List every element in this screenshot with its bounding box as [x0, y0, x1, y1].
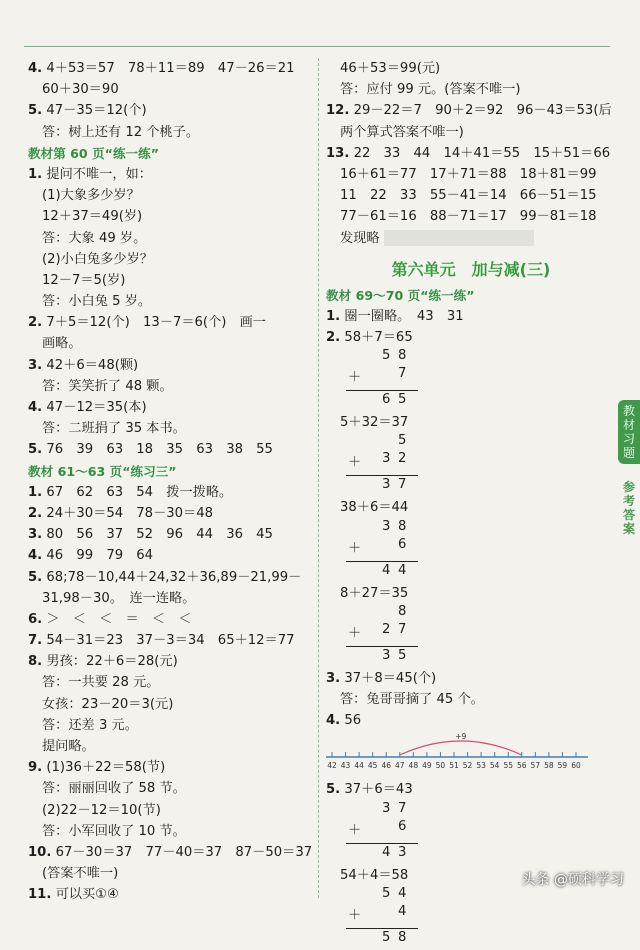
answer-line: 提问略。 — [42, 739, 95, 754]
answer-text: 7＋5＝12(个) 13－7＝6(个) 画一 — [46, 315, 266, 331]
digit: 3 — [382, 518, 391, 534]
digit: 8 — [398, 929, 407, 945]
answer-text: 22 33 44 14＋41＝55 15＋51＝66 — [353, 145, 611, 161]
answer-line — [28, 524, 314, 545]
answer-text: ＞ ＜ ＜ ＝ ＜ ＜ — [46, 611, 192, 627]
tab-char: 答 — [622, 508, 635, 522]
digit: 4 — [382, 844, 391, 860]
answer-text: 56 — [344, 713, 362, 729]
unit-title: 第六单元 加与减(三) — [391, 259, 551, 279]
plus-sign: ＋ — [348, 455, 362, 471]
answer-text: 67 62 63 54 拨一拨略。 — [46, 484, 233, 500]
item-number: 6. — [28, 611, 43, 627]
digit: 4 — [398, 903, 407, 919]
sum-bar — [346, 475, 418, 476]
digit: 2 — [398, 451, 407, 467]
digit: 4 — [382, 562, 391, 578]
tick-label: 48 — [408, 761, 419, 771]
tick-label: 56 — [517, 761, 527, 771]
plus-sign: ＋ — [348, 822, 362, 838]
vertical-calc — [346, 519, 426, 583]
answer-line: 答：兔哥哥摘了 45 个。 — [340, 692, 484, 707]
answer-line: 77－61＝16 88－71＝17 99－81＝18 — [340, 209, 597, 225]
tick-label: 51 — [449, 761, 459, 771]
tick-label: 59 — [557, 761, 568, 771]
answer-line — [28, 355, 314, 376]
item-number: 2. — [28, 315, 43, 331]
answer-line: 答：还差 3 元。 — [42, 717, 138, 733]
vertical-calc — [346, 348, 426, 412]
answer-text: 37＋8＝45(个) — [344, 670, 437, 686]
answer-line — [28, 630, 314, 651]
answer-line: 16＋61＝77 17＋71＝88 18＋81＝99 — [340, 166, 597, 182]
digit: 6 — [382, 392, 391, 408]
item-number: 3. — [28, 357, 43, 373]
answer-text: 4＋53＝57 78＋11＝89 47－26＝21 — [46, 61, 295, 76]
sum-bar — [346, 843, 418, 844]
answer-line: 54＋4＝58 — [340, 867, 409, 883]
vertical-calc — [346, 604, 426, 668]
digit: 8 — [398, 518, 407, 534]
column-divider — [318, 58, 319, 898]
answer-line — [28, 609, 314, 630]
tick-label: 46 — [381, 761, 391, 771]
answer-line — [28, 439, 314, 460]
redacted-box — [384, 230, 534, 246]
digit: 5 — [382, 929, 391, 945]
tick-label: 58 — [544, 761, 554, 771]
top-rule — [24, 46, 610, 47]
answer-text: 76 39 63 18 35 63 38 55 — [46, 442, 273, 458]
answer-line: 11 22 33 55－41＝14 66－51＝15 — [340, 188, 597, 204]
item-number: 1. — [28, 166, 43, 182]
jump-label: +9 — [455, 732, 467, 742]
answer-line: 4. 56 — [326, 713, 362, 729]
answer-line — [28, 757, 314, 778]
answer-line: (2)22－12＝10(节) — [42, 802, 161, 818]
answer-line: 答：笑笑折了 48 颗。 — [42, 378, 173, 394]
tick-label: 55 — [503, 761, 513, 771]
answer-text: 46 99 79 64 — [46, 548, 154, 564]
tick-label: 53 — [476, 761, 486, 771]
item-number: 9. — [28, 760, 43, 776]
answer-line — [28, 503, 314, 524]
answer-line: 12. 29－22＝7 90＋2＝92 96－43＝53(后 — [326, 103, 612, 119]
answer-text: 58＋7＝65 — [344, 330, 413, 346]
digit: 3 — [382, 451, 391, 467]
tick-label: 42 — [327, 761, 337, 771]
answer-line: 12－7＝5(岁) — [42, 272, 126, 288]
section-heading: 教材 61～63 页“练习三” — [28, 463, 177, 479]
tab-char: 案 — [622, 522, 635, 536]
answer-line: 31,98－30。 连一连略。 — [42, 590, 196, 606]
tab-char: 教 — [622, 404, 635, 418]
item-number: 1. — [28, 484, 43, 500]
digit: 5 — [398, 392, 407, 408]
tab-char: 题 — [622, 446, 635, 460]
left-column — [28, 58, 314, 906]
item-number: 11. — [28, 887, 52, 903]
answer-line — [28, 842, 314, 863]
answer-line: 答：二班捐了 35 本书。 — [42, 421, 186, 437]
item-number: 5. — [28, 442, 43, 458]
tick-label: 49 — [422, 761, 432, 771]
digit: 3 — [398, 844, 407, 860]
answer-line: 答：树上还有 12 个桃子。 — [42, 124, 200, 140]
answer-line: (1)大象多少岁？ — [42, 188, 140, 204]
side-tab-answers[interactable] — [618, 476, 640, 540]
digit: 3 — [382, 477, 391, 493]
answer-line — [28, 482, 314, 503]
answer-line: 12＋37＝49(岁) — [42, 209, 143, 225]
tick-label: 52 — [462, 761, 473, 771]
answer-line: 答：小军回收了 10 节。 — [42, 823, 186, 839]
answer-text: 圈一圈略。 43 31 — [344, 308, 464, 324]
digit: 7 — [398, 800, 407, 816]
answer-text: 67－30＝37 77－40＝37 87－50＝37 — [55, 844, 313, 860]
digit: 6 — [398, 536, 407, 552]
answer-text: 男孩：22＋6＝28(元) — [46, 654, 178, 670]
sum-bar — [346, 928, 418, 929]
digit: 5 — [398, 433, 407, 449]
answer-text: (1)36＋22＝58(节) — [46, 760, 166, 776]
right-column — [326, 58, 616, 950]
item-number: 4. — [28, 548, 43, 564]
item-number: 10. — [28, 844, 52, 860]
answer-text: 54－31＝23 37－3＝34 65＋12＝77 — [46, 633, 295, 649]
item-number: 5. — [28, 103, 43, 119]
digit: 5 — [382, 885, 391, 901]
vertical-calc — [346, 433, 426, 497]
tab-char: 参 — [622, 480, 635, 494]
answer-line — [28, 884, 314, 905]
answer-line — [28, 164, 314, 185]
sum-bar — [346, 561, 418, 562]
answer-text: 68;78－10,44＋24,32＋36,89－21,99－ — [46, 569, 302, 585]
answer-line: 5＋32＝37 — [340, 415, 409, 431]
digit: 7 — [398, 366, 407, 382]
item-number: 3. — [28, 527, 43, 543]
digit: 5 — [398, 647, 407, 663]
digit: 6 — [398, 818, 407, 834]
tick-label: 60 — [571, 761, 581, 771]
answer-line — [28, 545, 314, 566]
digit: 7 — [398, 621, 407, 637]
jump-arc — [400, 741, 522, 755]
answer-line — [28, 58, 314, 79]
answer-line: 5. 37＋6＝43 — [326, 782, 413, 798]
answer-line: 答：应付 99 元。(答案不唯一) — [340, 82, 521, 98]
plus-sign: ＋ — [348, 625, 362, 641]
answer-text: 提问不唯一，如： — [46, 166, 152, 182]
item-number: 2. — [28, 505, 43, 521]
answer-line: 38＋6＝44 — [340, 500, 409, 516]
answer-line — [326, 228, 616, 249]
tick-label: 47 — [395, 761, 405, 771]
vertical-calc — [346, 886, 426, 950]
digit: 3 — [382, 647, 391, 663]
digit: 8 — [398, 348, 407, 364]
answer-text: 47－12＝35(本) — [46, 400, 147, 415]
item-number: 5. — [28, 569, 43, 585]
item-number: 4. — [28, 400, 43, 415]
section-heading: 教材 69～70 页“练一练” — [326, 287, 475, 303]
side-tab-textbook[interactable] — [618, 400, 640, 464]
answer-text: 可以买①④ — [55, 887, 119, 903]
sum-bar — [346, 646, 418, 647]
answer-text: 80 56 37 52 96 44 36 45 — [46, 527, 273, 543]
answer-text: 47－35＝12(个) — [46, 103, 147, 119]
plus-sign: ＋ — [348, 370, 362, 386]
tab-char: 材 — [622, 418, 635, 432]
item-number: 8. — [28, 654, 43, 670]
sum-bar — [346, 390, 418, 391]
answer-line: 13. 22 33 44 14＋41＝55 15＋51＝66 — [326, 145, 611, 161]
plus-sign: ＋ — [348, 540, 362, 556]
tick-label: 57 — [530, 761, 541, 771]
vertical-calc — [346, 801, 426, 865]
found-label: 发现略 — [340, 230, 380, 246]
answer-line: 答：一共要 28 元。 — [42, 675, 160, 691]
answer-line: 答：丽丽回收了 58 节。 — [42, 781, 186, 797]
answer-line: 60＋30＝90 — [42, 82, 119, 98]
digit: 2 — [382, 621, 391, 637]
answer-line — [28, 312, 314, 333]
digit: 8 — [398, 603, 407, 619]
answer-line — [28, 397, 314, 418]
answer-line: 8＋27＝35 — [340, 585, 409, 601]
answer-line: 两个算式答案不唯一) — [340, 124, 464, 140]
answer-line: 46＋53＝99(元) — [340, 61, 441, 76]
item-number: 4. — [28, 61, 43, 76]
watermark: 头条 @硕科学习 — [521, 872, 624, 888]
item-number: 7. — [28, 633, 43, 649]
digit: 4 — [398, 562, 407, 578]
tick-label: 44 — [354, 761, 364, 771]
answer-line: 画略。 — [42, 336, 82, 352]
answer-line — [28, 651, 314, 672]
digit: 3 — [382, 800, 391, 816]
answer-text: 42＋6＝48(颗) — [46, 357, 139, 373]
answer-line: 女孩：23－20＝3(元) — [42, 696, 174, 712]
plus-sign: ＋ — [348, 907, 362, 923]
answer-line: 答：大象 49 岁。 — [42, 230, 147, 246]
answer-line: 1. 圈一圈略。 43 31 — [326, 308, 464, 324]
answer-line: (2)小白兔多少岁？ — [42, 251, 153, 267]
digit: 5 — [382, 348, 391, 364]
tab-char: 考 — [622, 494, 635, 508]
digit: 4 — [398, 885, 407, 901]
answer-line: 3. 37＋8＝45(个) — [326, 670, 437, 686]
answer-line — [28, 567, 314, 588]
answer-text: 24＋30＝54 78－30＝48 — [46, 505, 214, 521]
tab-char: 习 — [622, 432, 635, 446]
answer-text: 37＋6＝43 — [344, 782, 413, 798]
tick-label: 43 — [340, 761, 351, 771]
answer-line: (答案不唯一) — [42, 866, 119, 882]
digit: 7 — [398, 477, 407, 493]
answer-line: 2. 58＋7＝65 — [326, 330, 413, 346]
section-heading: 教材第 60 页“练一练” — [28, 145, 160, 161]
number-line — [326, 731, 588, 775]
answer-text: 29－22＝7 90＋2＝92 96－43＝53(后 — [353, 103, 612, 119]
answer-line: 答：小白兔 5 岁。 — [42, 294, 152, 310]
tick-label: 54 — [489, 761, 500, 771]
answer-line — [28, 100, 314, 121]
tick-label: 45 — [367, 761, 378, 771]
tick-label: 50 — [435, 761, 446, 771]
